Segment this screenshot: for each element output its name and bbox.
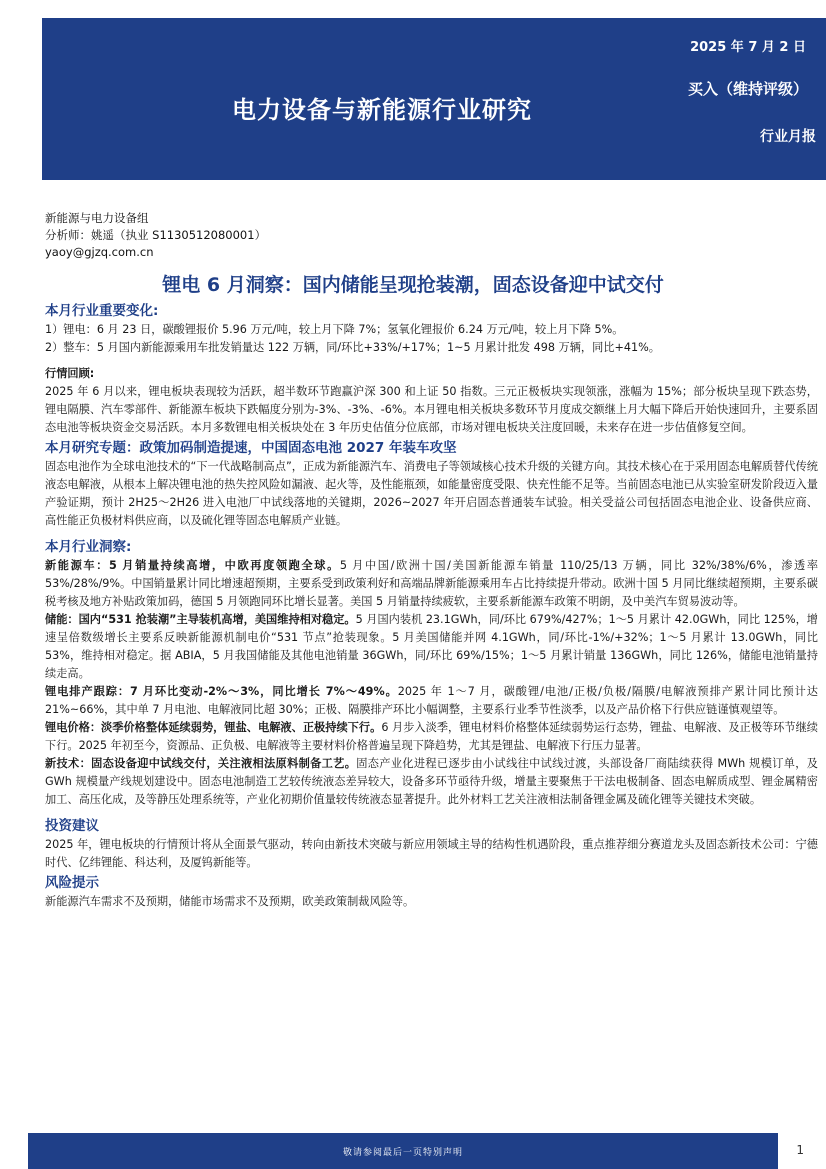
insight-item <box>45 719 818 755</box>
section-heading-investment: 投资建议 <box>45 818 99 834</box>
section-heading-insight: 本月行业洞察: <box>45 539 132 555</box>
insight-lead: 锂电价格：淡季价格整体延续弱势，锂盐、电解液、正极持续下行。 <box>45 721 382 734</box>
analyst-group: 新能源与电力设备组 <box>45 211 149 225</box>
section-heading-changes: 本月行业重要变化: <box>45 303 159 319</box>
insight-text: 6 月步入淡季，锂电材料价格整体延续弱势运行态势，锂盐、电解液、及正极等环节继续下行。2025 年初至今，资源品、正负极、电解液等主要材料价格普遍呈现下降趋势，尤其是锂盐、电解液下行压力显著。 <box>45 721 818 752</box>
analyst-info <box>45 210 266 261</box>
report-body <box>45 300 818 911</box>
insight-item <box>45 755 818 809</box>
insight-lead: 锂电排产跟踪：7 月环比变动-2%～3%，同比增长 7%～49%。 <box>45 685 398 698</box>
main-title: 锂电 6 月洞察：国内储能呈现抢装潮，固态设备迎中试交付 <box>162 274 664 296</box>
insight-text: 2025 年 1～7 月，碳酸锂/电池/正极/负极/隔膜/电解液预排产累计同比预计达 21%~66%，其中单 7 月电池、电解液同比超 30%；正极、隔膜排产环比小幅调整，主要系行业季节性淡季，以及产品价格下行供应链谨慎观望等。 <box>45 685 818 716</box>
insight-text: 5 月国内装机 23.1GWh，同/环比 679%/427%；1～5 月累计 42.0GWh，同比 125%，增速呈倍数级增长主要系反映新能源机制电价“531 节点”抢装现象。5 月美国储能并网 4.1GWh，同/环比-1%/+32%；1～5 月累计 13.0GWh，同比 53%，维持相对稳定。据 ABIA，5 月我国储能及其他电池销量 36GWh，同/环比 69%/15%；1～5 月累计销量 136GWh，同比 126%，储能电池销量持续走高。 <box>45 613 818 680</box>
insight-text: 固态产业化进程已逐步由小试线往中试线过渡，头部设备厂商陆续获得 MWh 规模订单，及 GWh 规模量产线规划建设中。固态电池制造工艺较传统液态差异较大，设备多环节亟待升级，增量主要聚焦于干法电极制备、固态电解质成型、锂金属精密加工、高压化成，及等静压处理系统等，产业化初期价值量较传统液态显著提升。此外材料工艺关注液相法制备锂金属及硫化锂等关键技术突破。 <box>45 757 818 806</box>
change-item: 1）锂电：6 月 23 日，碳酸锂报价 5.96 万元/吨，较上月下降 7%；氢氧化锂报价 6.24 万元/吨，较上月下降 5%。 <box>45 323 624 336</box>
change-item: 2）整车：5 月国内新能源乘用车批发销量达 122 万辆，同/环比+33%/+17%；1~5 月累计批发 498 万辆，同比+41%。 <box>45 341 660 354</box>
analyst-name: 分析师：姚遥（执业 S1130512080001） <box>45 228 267 242</box>
investment-text: 2025 年，锂电板块的行情预计将从全面景气驱动，转向由新技术突破与新应用领域主导的结构性机遇阶段，重点推荐细分赛道龙头及固态新技术公司：宁德时代、亿纬锂能、科达利，及厦钨新能等。 <box>45 838 818 869</box>
insight-lead: 新能源车：5 月销量持续高增，中欧再度领跑全球。 <box>45 559 340 572</box>
analyst-email[interactable]: yaoy@gjzq.com.cn <box>45 245 154 259</box>
section-heading-topic: 本月研究专题：政策加码制造提速，中国固态电池 2027 年装车攻坚 <box>45 440 457 456</box>
topic-text: 固态电池作为全球电池技术的“下一代战略制高点”，正成为新能源汽车、消费电子等领域核心技术升级的关键方向。其技术核心在于采用固态电解质替代传统液态电解液，从根本上解决锂电池的热失控风险如漏液、起火等，及性能瓶颈，如能量密度受限、快充性能不足等。当前固态电池已从实验室研发阶段迈入量产验证期，预计 2H25～2H26 进入电池厂中试线落地的关键期，2026~2027 年开启固态普通装车试验。相关受益公司包括固态电池企业、设备供应商、高性能正负极材料供应商，以及硫化锂等固态电解质产业链。 <box>45 460 818 527</box>
insight-lead: 储能：国内“531 抢装潮”主导装机高增，美国维持相对稳定。 <box>45 613 356 626</box>
insight-item <box>45 683 818 719</box>
insight-item <box>45 557 818 611</box>
report-header <box>42 18 826 180</box>
page-number: 1 <box>796 1143 804 1157</box>
insight-lead: 新技术：固态设备迎中试线交付，关注液相法原料制备工艺。 <box>45 757 357 770</box>
report-date: 2025 年 7 月 2 日 <box>690 40 806 55</box>
page-footer <box>28 1133 778 1169</box>
insight-item <box>45 611 818 683</box>
rating-badge: 买入（维持评级） <box>687 80 808 98</box>
footer-disclaimer: 敬请参阅最后一页特别声明 <box>342 1148 463 1158</box>
section-heading-risk: 风险提示 <box>45 875 99 891</box>
risk-text: 新能源汽车需求不及预期，储能市场需求不及预期，欧美政策制裁风险等。 <box>45 895 415 908</box>
report-title: 电力设备与新能源行业研究 <box>232 96 532 124</box>
report-type: 行业月报 <box>760 129 816 145</box>
insight-text: 5 月中国/欧洲十国/美国新能源车销量 110/25/13 万辆，同比 32%/38%/6%，渗透率 53%/28%/9%。中国销量累计同比增速超预期，主要系受到政策利好和高端品牌新能源乘用车占比持续提升带动。欧洲十国 5 月同比继续超预期，主要系碳税考核及地方补贴政策加码，德国 5 月领跑同环比增长显著。美国 5 月销量持续疲软，主要系新能源车政策不明朗，及中美汽车贸易波动等。 <box>45 559 819 608</box>
market-text: 2025 年 6 月以来，锂电板块表现较为活跃，超半数环节跑赢沪深 300 和上证 50 指数。三元正极板块实现领涨，涨幅为 15%；部分板块呈现下跌态势，锂电隔膜、汽车零部件、新能源车板块下跌幅度分别为-3%、-3%、-6%。本月锂电相关板块多数环节月度成交额继上月大幅下降后开始快速回升，主要系固态电池等板块资金交易活跃。本月多数锂电相关板块处在 3 年历史估值分位底部，市场对锂电板块关注度回暖，未来存在进一步估值修复空间。 <box>45 385 818 434</box>
section-heading-market: 行情回顾: <box>45 367 95 380</box>
